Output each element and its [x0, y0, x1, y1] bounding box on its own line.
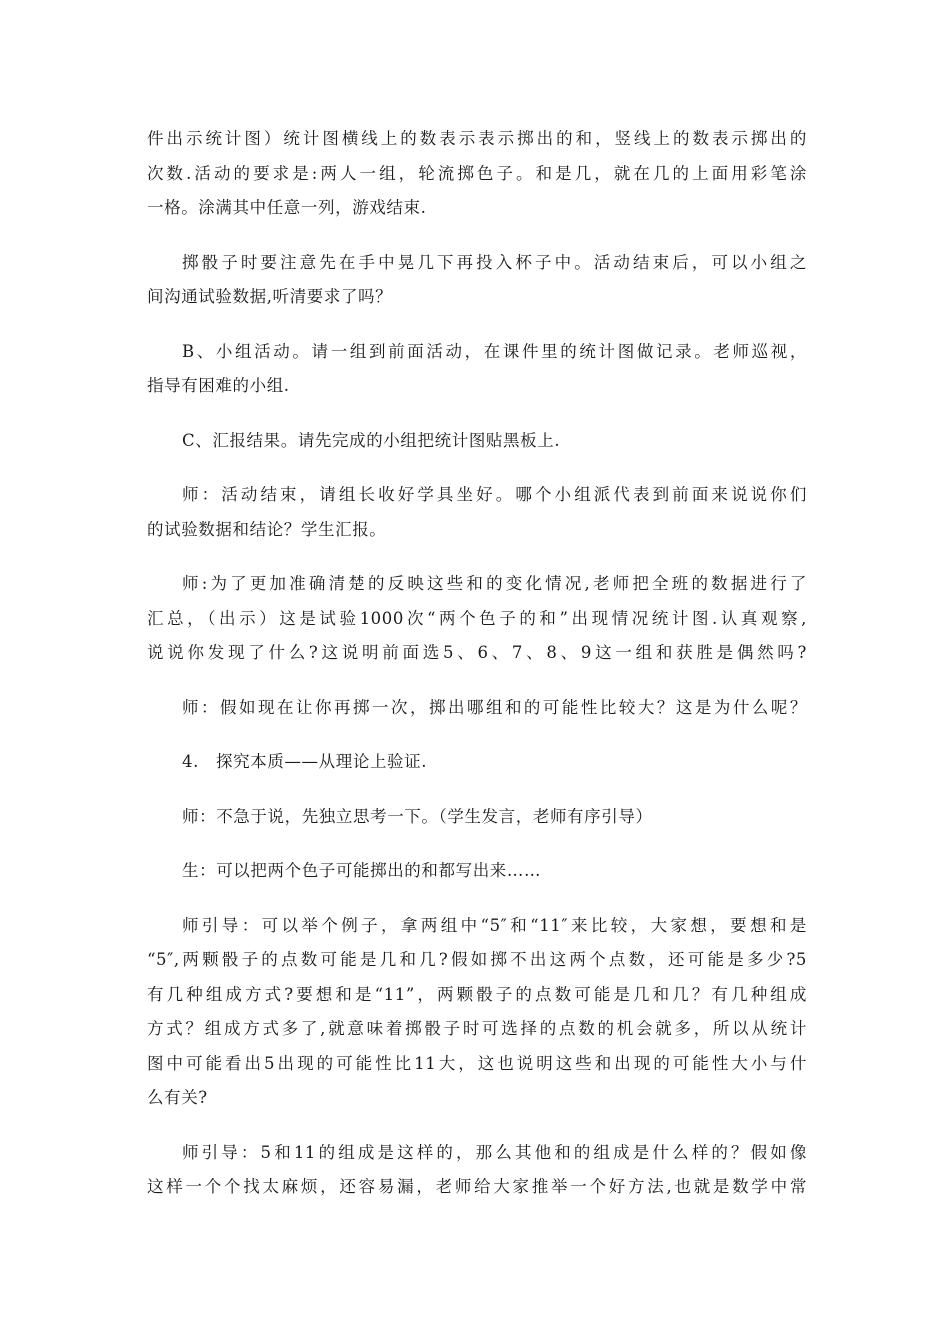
text-line: 生：可以把两个色子可能掷出的和都写出来……: [182, 861, 542, 880]
paragraph-teacher-activity-end: [147, 478, 807, 547]
text-line: B、小组活动。请一组到前面活动，在课件里的统计图做记录。老师巡视，: [182, 341, 807, 361]
text-line: “5″,两颗骰子的点数可能是几和几?假如掷不出这两个点数，还可能是多少?5: [147, 950, 807, 969]
paragraph-activity-rules: [147, 122, 807, 226]
paragraph-student-answer: [147, 854, 807, 889]
text-line: 一格。涂满其中任意一列，游戏结束.: [147, 198, 427, 217]
text-line: 师:为了更加准确清楚的反映这些和的变化情况,老师把全班的数据进行了: [182, 574, 807, 593]
text-line: 间沟通试验数据,听清要求了吗？: [147, 287, 393, 306]
text-line: 次数.活动的要求是:两人一组，轮流掷色子。和是几，就在几的上面用彩笔涂: [147, 163, 807, 183]
paragraph-section-heading: [147, 745, 807, 780]
text-line: 这样一个个找太麻烦，还容易漏，老师给大家推举一个好方法,也就是数学中常: [147, 1177, 807, 1196]
text-line: 说说你发现了什么?这说明前面选5、6、7、8、9这一组和获胜是偶然吗?: [147, 643, 807, 662]
paragraph-teacher-guide-2: [147, 1136, 807, 1205]
text-line: 指导有困难的小组.: [147, 376, 290, 395]
document-page: [147, 122, 807, 1205]
paragraph-group-activity: [147, 335, 807, 404]
text-line: 图中可能看出5出现的可能性比11大，这也说明这些和出现的可能性大小与什: [147, 1053, 807, 1073]
text-line: 么有关?: [147, 1088, 208, 1107]
text-line: 师：不急于说，先独立思考一下。（学生发言，老师有序引导）: [182, 806, 653, 826]
text-line: 件出示统计图）统计图横线上的数表示表示掷出的和，竖线上的数表示掷出的: [147, 129, 807, 148]
paragraph-teacher-question: [147, 691, 807, 726]
text-line: C、汇报结果。请先完成的小组把统计图贴黑板上.: [182, 430, 561, 450]
paragraph-teacher-guide-1: [147, 909, 807, 1116]
text-line: 有几种组成方式?要想和是“11”，两颗骰子的点数可能是几和几？有几种组成: [147, 984, 807, 1004]
text-line: 师引导：5和11的组成是这样的，那么其他和的组成是什么样的？假如像: [182, 1142, 807, 1162]
paragraph-teacher-think: [147, 800, 807, 835]
section-heading: 4. 探究本质——从理论上验证.: [182, 752, 428, 771]
text-line: 师：活动结束，请组长收好学具坐好。哪个小组派代表到前面来说说你们: [182, 485, 807, 504]
text-line: 汇总，（出示）这是试验1000次“两个色子的和”出现情况统计图.认真观察,: [147, 608, 807, 628]
text-line: 方式？组成方式多了,就意味着掷骰子时可选择的点数的机会就多，所以从统计: [147, 1019, 807, 1038]
text-line: 师引导：可以举个例子，拿两组中“5″和“11″来比较，大家想，要想和是: [182, 915, 807, 935]
text-line: 的试验数据和结论？学生汇报。: [147, 519, 387, 539]
text-line: 师：假如现在让你再掷一次，掷出哪组和的可能性比较大？这是为什么呢？: [182, 697, 807, 717]
paragraph-teacher-summary: [147, 567, 807, 671]
paragraph-report-results: [147, 424, 807, 459]
paragraph-dice-note: [147, 246, 807, 315]
text-line: 掷骰子时要注意先在手中晃几下再投入杯子中。活动结束后，可以小组之: [182, 252, 807, 272]
